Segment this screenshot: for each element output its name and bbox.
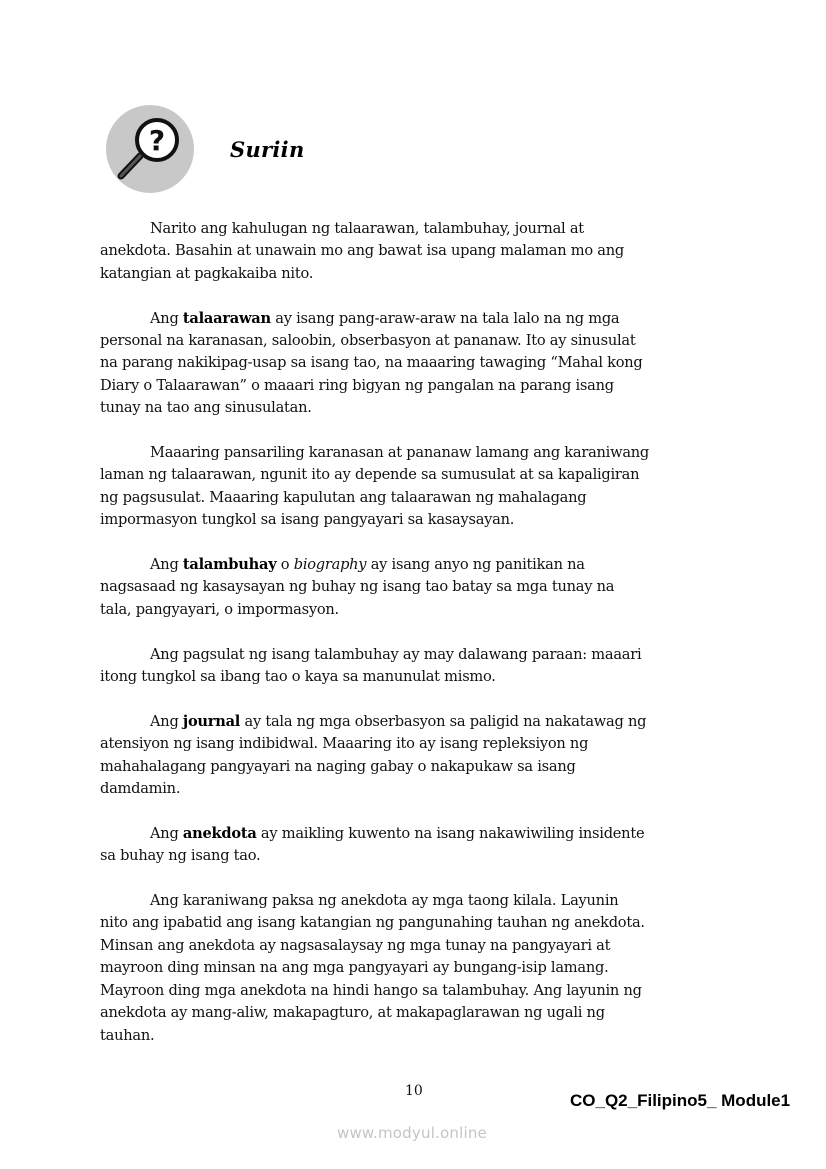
text-segment: mayroon ding minsan na ang mga pangyayari ay bungang-isip lamang. <box>100 959 609 977</box>
paragraph <box>100 308 740 420</box>
text-line <box>100 464 740 486</box>
term-biography: biography <box>293 556 367 574</box>
text-line <box>100 308 740 330</box>
watermark-url: www.modyul.online <box>337 1124 487 1142</box>
text-segment: ay isang pang-araw-araw na tala lalo na ng mga <box>270 309 620 327</box>
text-line <box>100 554 740 576</box>
text-line <box>100 487 740 509</box>
text-line <box>100 1002 740 1024</box>
text-segment: o <box>276 556 294 574</box>
text-segment: ng pagsusulat. Maaaring kapulutan ang talaarawan ng mahalagang <box>100 488 587 506</box>
text-segment: Narito ang kahulugan ng talaarawan, talambuhay, journal at <box>150 220 584 237</box>
text-line <box>100 397 740 419</box>
text-segment: mahahalagang pangyayari na naging gabay o nakapukaw sa isang <box>100 757 576 775</box>
paragraph <box>100 890 740 1047</box>
text-line <box>100 263 740 285</box>
text-line <box>100 756 740 778</box>
text-line <box>100 240 740 262</box>
term-anekdota: anekdota <box>182 824 257 842</box>
text-line <box>100 778 740 800</box>
lesson-body <box>100 218 740 1069</box>
term-talaarawan: talaarawan <box>182 309 271 327</box>
text-segment: nagsasaad ng kasaysayan ng buhay ng isang tao batay sa mga tunay na <box>100 578 615 596</box>
text-line <box>100 823 740 845</box>
term-talambuhay: talambuhay <box>182 556 277 574</box>
text-line <box>100 644 740 666</box>
text-segment: tala, pangyayari, o impormasyon. <box>100 600 339 618</box>
text-segment: ay maikling kuwento na isang nakawiwiling insidente <box>256 824 645 842</box>
text-line <box>100 330 740 352</box>
text-segment: Diary o Talaarawan” o maaari ring bigyan ng pangalan na parang isang <box>100 376 614 394</box>
text-segment: nito ang ipabatid ang isang katangian ng pangunahing tauhan ng anekdota. <box>100 914 645 932</box>
text-line <box>100 218 740 240</box>
paragraph <box>100 442 740 532</box>
text-segment: na parang nakikipag-usap sa isang tao, na maaaring tawaging “Mahal kong <box>100 354 643 372</box>
text-segment: ay tala ng mga obserbasyon sa paligid na nakatawag ng <box>240 712 647 730</box>
paragraph <box>100 218 740 285</box>
text-segment: tauhan. <box>100 1026 155 1044</box>
text-segment: tunay na tao ang sinusulatan. <box>100 399 312 417</box>
magnifier-question-icon <box>105 104 195 194</box>
text-line <box>100 442 740 464</box>
paragraph <box>100 711 740 801</box>
text-line <box>100 576 740 598</box>
paragraph <box>100 644 740 689</box>
text-segment: Ang <box>150 712 183 730</box>
text-segment: Mayroon ding mga anekdota na hindi hango sa talambuhay. Ang layunin ng <box>100 981 642 999</box>
text-segment: personal na karanasan, saloobin, obserbasyon at pananaw. Ito ay sinusulat <box>100 332 636 350</box>
text-segment: anekdota. Basahin at unawain mo ang bawat isa upang malaman mo ang <box>100 242 624 260</box>
text-line <box>100 912 740 934</box>
text-line <box>100 935 740 957</box>
text-line <box>100 1025 740 1047</box>
text-line <box>100 599 740 621</box>
text-line <box>100 375 740 397</box>
text-line <box>100 733 740 755</box>
text-segment: Ang karaniwang paksa ng anekdota ay mga taong kilala. Layunin <box>150 892 619 910</box>
term-journal: journal <box>182 712 241 730</box>
text-segment: Maaaring pansariling karanasan at pananaw lamang ang karaniwang <box>150 444 650 462</box>
module-code: CO_Q2_Filipino5_ Module1 <box>570 1091 791 1110</box>
text-segment: laman ng talaarawan, ngunit ito ay depende sa sumusulat at sa kapaligiran <box>100 466 640 484</box>
text-segment: sa buhay ng isang tao. <box>100 847 261 865</box>
text-line <box>100 711 740 733</box>
text-segment: Ang <box>150 824 183 842</box>
text-segment: ay isang anyo ng panitikan na <box>366 556 585 574</box>
question-mark-glyph: ? <box>148 124 166 157</box>
text-segment: anekdota ay mang-aliw, makapagturo, at makapaglarawan ng ugali ng <box>100 1004 605 1022</box>
paragraph <box>100 823 740 868</box>
text-segment: katangian at pagkakaiba nito. <box>100 264 314 282</box>
text-segment: Ang pagsulat ng isang talambuhay ay may dalawang paraan: maaari <box>150 645 642 663</box>
text-line <box>100 890 740 912</box>
text-segment: Minsan ang anekdota ay nagsasalaysay ng mga tunay na pangyayari at <box>100 936 611 954</box>
text-segment: Ang <box>150 556 183 574</box>
section-title: Suriin <box>230 137 305 162</box>
text-line <box>100 845 740 867</box>
text-line <box>100 957 740 979</box>
text-line <box>100 509 740 531</box>
text-segment: damdamin. <box>100 780 181 798</box>
text-segment: itong tungkol sa ibang tao o kaya sa manunulat mismo. <box>100 668 496 686</box>
text-line <box>100 666 740 688</box>
paragraph <box>100 554 740 621</box>
page-number: 10 <box>405 1083 423 1099</box>
text-segment: atensiyon ng isang indibidwal. Maaaring ito ay isang repleksiyon ng <box>100 735 589 753</box>
text-segment: impormasyon tungkol sa isang pangyayari sa kasaysayan. <box>100 511 515 529</box>
text-line <box>100 980 740 1002</box>
text-segment: Ang <box>150 309 183 327</box>
text-line <box>100 352 740 374</box>
